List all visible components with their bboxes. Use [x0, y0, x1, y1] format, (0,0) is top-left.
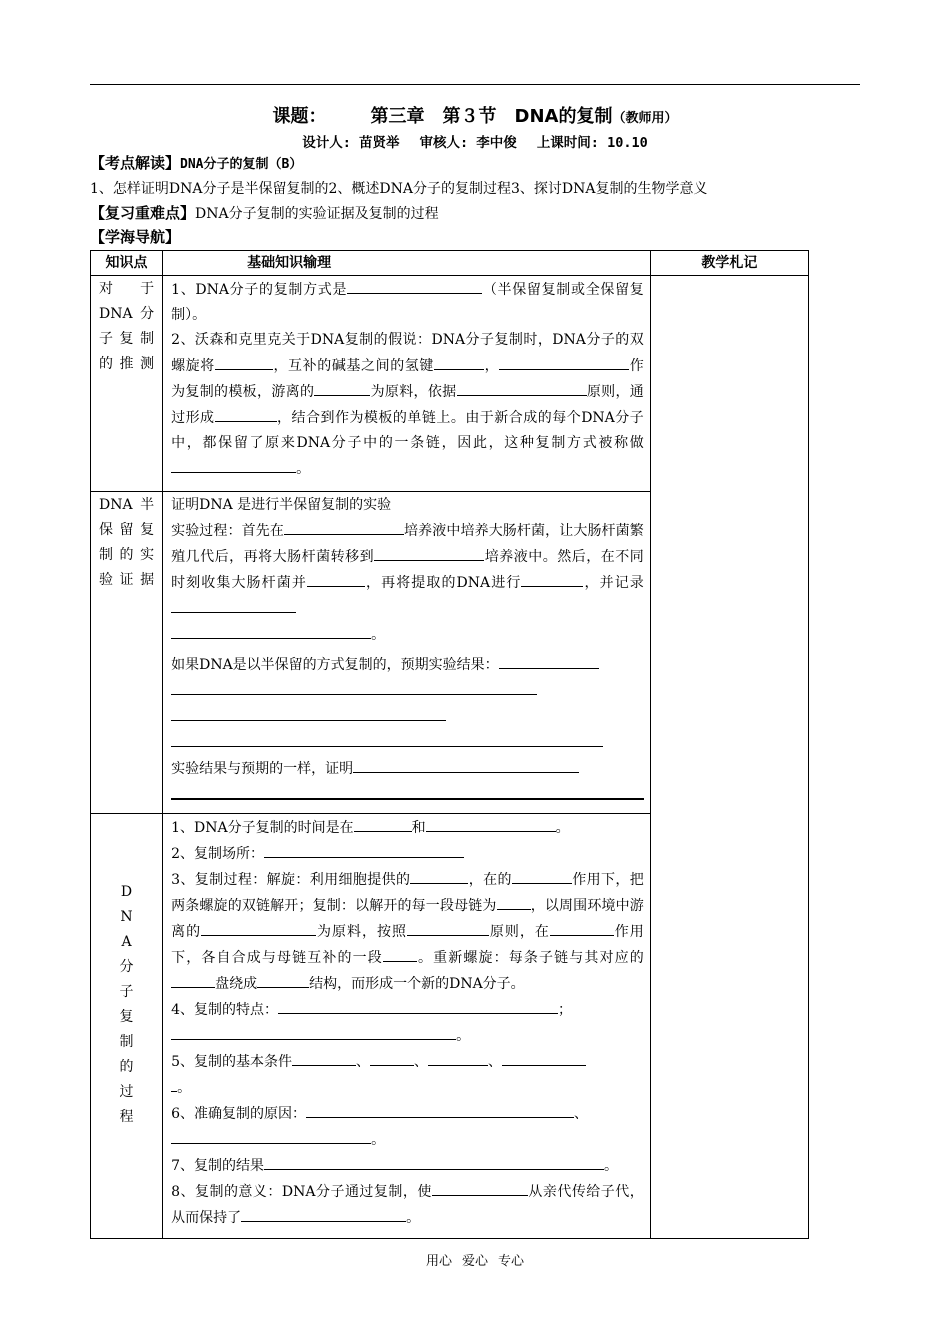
blank[interactable] [314, 379, 370, 396]
header-knowledge-point: 知识点 [91, 251, 163, 276]
blank[interactable] [171, 704, 446, 721]
chapter: 第三章 [370, 106, 425, 127]
blank[interactable] [264, 841, 464, 858]
blank[interactable] [521, 570, 583, 587]
row-label-hypothesis: 对于DNA分子复制的推测 [99, 281, 155, 372]
review-key-text: DNA分子复制的实验证据及复制的过程 [195, 206, 439, 222]
blank[interactable] [354, 815, 412, 832]
footer-c: 专心 [498, 1254, 525, 1269]
footer-b: 爱心 [461, 1254, 488, 1269]
designer-line [90, 131, 860, 151]
blank[interactable] [307, 570, 365, 587]
blank[interactable] [171, 596, 296, 613]
blank[interactable] [306, 1101, 574, 1118]
page-title [90, 102, 860, 128]
blank[interactable] [457, 379, 587, 396]
blank[interactable] [201, 919, 316, 936]
header-rule [90, 84, 860, 85]
blank[interactable] [499, 353, 629, 370]
class-time: 上课时间: 10.10 [536, 135, 648, 151]
blank[interactable] [426, 815, 556, 832]
header-notes: 教学札记 [650, 251, 808, 276]
row-label-process: DNA分子复制的过程 [119, 884, 134, 1125]
blank[interactable] [292, 1049, 356, 1066]
blank[interactable] [407, 919, 465, 936]
blank[interactable] [241, 1205, 406, 1222]
header-basics: 基础知识输理 [163, 251, 651, 276]
blank[interactable] [428, 1049, 488, 1066]
row-content-process: 1、DNA分子复制的时间是在 和 。 2、复制场所： 3、复制过程：解旋：利用细胞提供的 ，在的 作用下，把两条螺旋的双链解开；复制：以解开的每一段母链为 ，以周围环境中游离的 为原料，按照 原则，在 作用下，各自合成与母链互补的一段 。重新螺旋：每条子链与其对应的盘绕成 结构，而形成一个新的DNA分子。 4、复制的特点： ； 。 5、复制的基本条件 、 、 、 。 6、准确复制的原因： 、 。 7、复制的结果 。 8、复制的意义：DNA分子通过复制，使 从亲代传给子代，从而保持了 。 [163, 814, 650, 1231]
row-content-evidence: 证明DNA 是进行半保留复制的实验 实验过程：首先在 培养液中培养大肠杆菌，让大肠杆菌繁殖几代后，再将大肠杆菌转移到 培养液中。然后，在不同时刻收集大肠杆菌并 ，再将提取的DNA进行 ，并记录 。 如果DNA是以半保留的方式复制的，预期实验结果： 实验结果与预期的一样，证明 [163, 492, 650, 800]
blank[interactable] [284, 518, 404, 535]
study-table [90, 250, 809, 1239]
blank[interactable] [215, 405, 277, 422]
blank[interactable] [383, 945, 417, 962]
nav-heading: 【学海导航】 [90, 228, 181, 246]
designer: 设计人: 苗贤举 [302, 135, 400, 151]
exam-points-items: 1、怎样证明DNA分子是半保留复制的2、概述DNA分子的复制过程3、探讨DNA复制的生物学意义 [90, 181, 708, 197]
blank[interactable] [257, 971, 309, 988]
review-key: 【复习重难点】DNA分子复制的实验证据及复制的过程 [90, 204, 439, 222]
footer-a: 用心 [425, 1254, 452, 1269]
table-row [91, 276, 809, 492]
blank[interactable] [171, 1127, 371, 1144]
blank[interactable] [465, 919, 489, 936]
blank[interactable] [171, 730, 603, 747]
blank[interactable] [171, 1023, 456, 1040]
blank[interactable] [171, 622, 371, 639]
answer-rule [171, 798, 644, 800]
blank[interactable] [550, 919, 614, 936]
blank[interactable] [512, 867, 572, 884]
footer [0, 1250, 950, 1269]
exam-topic: DNA分子的复制（B） [180, 157, 303, 172]
blank[interactable] [278, 997, 558, 1014]
exam-points-heading: 【考点解读】DNA分子的复制（B） [90, 154, 303, 172]
topic: DNA的复制 [514, 106, 613, 127]
blank[interactable] [215, 353, 273, 370]
blank[interactable] [410, 867, 468, 884]
notes-column[interactable] [650, 276, 808, 1239]
blank[interactable] [432, 1179, 528, 1196]
blank[interactable] [264, 1153, 604, 1170]
blank[interactable] [370, 1049, 414, 1066]
blank[interactable] [499, 652, 599, 669]
table-header [91, 251, 809, 276]
blank[interactable] [347, 277, 482, 294]
row-label-evidence: DNA半保留复制的实验证据 [99, 497, 155, 588]
title-label: 课题： [272, 106, 327, 127]
blank[interactable] [171, 678, 537, 695]
blank[interactable] [497, 893, 531, 910]
blank[interactable] [171, 971, 215, 988]
blank[interactable] [374, 544, 484, 561]
blank[interactable] [502, 1049, 586, 1066]
reviewer: 审核人: 李中俊 [419, 135, 517, 151]
blank[interactable] [171, 456, 296, 473]
section: 第３节 [442, 106, 497, 127]
row-content-hypothesis: 1、DNA分子的复制方式是 （半保留复制或全保留复制）。 2、沃森和克里克关于DNA复制的假说：DNA分子复制时，DNA分子的双螺旋将 ，互补的碱基之间的氢键 ， 作为复制的模板，游离的 为原料，依据 原则，通过形成 ，结合到作为模板的单链上。由于新合成的每个DNA分子中，都保留了原来DNA分子中的一条链，因此，这种复制方式被称做。 [163, 276, 650, 482]
blank[interactable] [434, 353, 484, 370]
audience-note: （教师用） [612, 111, 678, 126]
blank[interactable] [353, 756, 579, 773]
